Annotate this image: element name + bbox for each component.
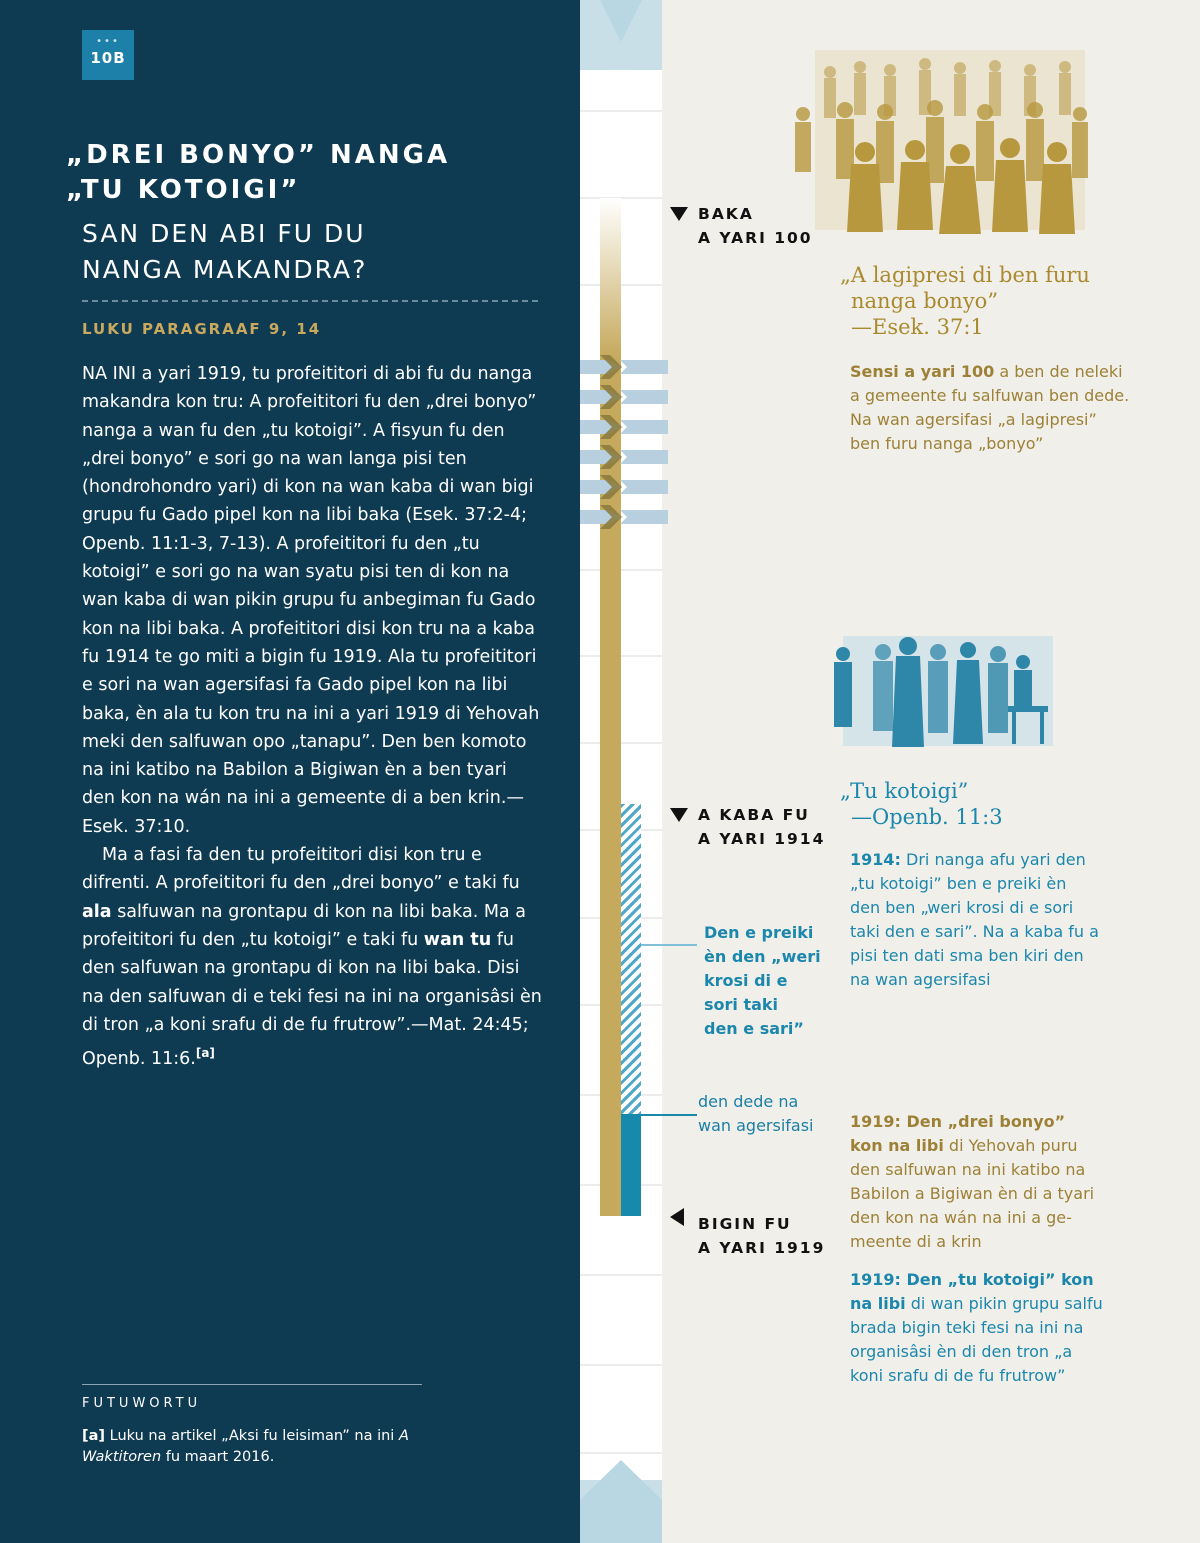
witnesses-illustration [828,632,1058,757]
footnote-marker: [a] [82,1428,106,1444]
timeline-strip-graphics [580,0,662,1543]
footnote-heading: FUTUWORTU [82,1396,202,1411]
timeline-label-line: BIGIN FU [698,1215,792,1233]
title-line-1: „DREI BONYO” NANGA [66,140,451,170]
title-line-2: „TU KOTOIGI” [66,175,301,205]
quote-line: „A lagipresi di ben furu [840,263,1090,287]
bones-quote [840,262,1090,340]
desc-text: di wan pikin grupu salfu brada bigin teki fesi na ini na organisâsi èn di den tron „a koni srafu di de fu frutrow” [850,1294,1103,1385]
quote-line: „Tu kotoigi” [840,779,969,803]
paragraph-reference: LUKU PARAGRAAF 9, 14 [82,320,322,338]
timeline-label-line: A YARI 1914 [698,830,826,848]
desc-bold: 1919: Den „drei bonyo” kon na libi [850,1112,1066,1155]
dashed-divider [82,300,538,302]
desc-bold: 1914: [850,850,901,869]
note-line: sori taki [704,995,779,1014]
page-title [66,138,450,208]
footnote-text [82,1426,442,1468]
witnesses-description [850,848,1100,992]
zigzag-ribbons [580,355,670,530]
witnesses-quote [840,778,1003,830]
subtitle-line-2: NANGA MAKANDRA? [82,255,368,284]
preaching-note [704,921,821,1041]
footnote-divider [82,1384,422,1385]
crowd-illustration [785,42,1105,282]
note-1919-bones [850,1110,1100,1254]
page-subtitle [82,216,367,288]
note-1919-witnesses [850,1268,1110,1388]
page-badge [82,30,134,80]
desc-text: a ben de neleki a gemeente fu salfuwan ben dede. Na wan agersifasi „a lagipresi” ben furu nanga „bonyo” [850,362,1130,453]
footnote-run: fu maart 2016. [161,1449,275,1465]
badge-label: 10B [90,49,126,67]
quote-line: —Openb. 11:3 [851,805,1003,829]
body-text-run: salfuwan na grontapu di kon na libi baka. Ma a profeititori fu den „tu kotoigi” e taki fu [82,901,526,950]
timeline-label-line: A YARI 100 [698,229,813,247]
bones-description [850,360,1130,456]
timeline-label-line: A KABA FU [698,806,810,824]
timeline-label-1919 [698,1212,825,1260]
witnesses-dead-bar [621,1114,641,1216]
article-body [82,360,542,1073]
body-text-run: Ma a fasi fa den tu profeititori disi kon tru e difrenti. A profeititori fu den „drei bonyo” e taki fu [82,845,520,894]
marker-left-icon [670,1208,684,1226]
dead-connector [641,1114,697,1116]
timeline-label-line: A YARI 1919 [698,1239,826,1257]
note-line: Den e preiki [704,923,814,942]
desc-bold: Sensi a yari 100 [850,362,995,381]
dead-note [698,1090,814,1138]
marker-down-icon [670,207,688,221]
body-paragraph-1: NA INI a yari 1919, tu profeititori di abi fu du nanga makandra kon tru: A profeititori fu den „drei bonyo” nanga a wan fu den „tu kotoigi”. A fisyun fu den „drei bonyo” e sori go na wan langa pisi ten (hondrohondro yari) di kon na wan kaba di wan bigi grupu fu Gado pipel kon na libi baka (Esek. 37:2-4; Openb. 11:1-3, 7-13). A profeititori fu den „tu kotoigi” e sori go na wan syatu pisi ten di kon na wan kaba di wan pikin grupu fu anbegiman fu Gado kon na libi baka. A profeititori disi kon tru na a kaba fu 1914 te go miti a bigin fu 1919. Ala tu profeititori e sori na wan agersifasi fa Gado pipel kon na libi baka, èn ala tu kon tru na ini a yari 1919 di Yehovah meki den salfuwan opo „tanapu”. Den ben komoto na ini katibo na Babilon a Bigiwan èn a ben tyari den kon na wán na ini a gemeente di a ben krin.—Esek. 37:10. [82,364,540,837]
witnesses-preaching-bar [621,804,641,1114]
timeline-strip [580,0,662,1543]
body-bold-run: wan tu [423,929,492,950]
note-line: krosi di e [704,971,788,990]
note-line: wan agersifasi [698,1116,814,1135]
body-text-run: fu den salfuwan na grontapu di kon na libi baka. Disi na den salfuwan di e teki fesi na ini na organisâsi èn di tron „a koni srafu di de fu frutrow”.—Mat. 24:45; Openb. 11:6. [82,929,542,1069]
bottom-chevron [580,1460,662,1543]
note-line: den e sari” [704,1019,804,1038]
footnote-publication: A Waktitoren [82,1428,409,1465]
badge-dots: ••• [96,36,120,47]
subtitle-line-1: SAN DEN ABI FU DU [82,219,366,248]
footnote-run: Luku na artikel „Aksi fu leisiman” na ini [105,1428,399,1444]
quote-line: —Esek. 37:1 [851,315,984,339]
quote-line: nanga bonyo” [851,289,999,313]
timeline-label-line: BAKA [698,205,754,223]
footnote-link[interactable]: [a] [195,1046,215,1061]
preach-connector [641,944,697,946]
body-paragraph-2 [82,841,542,1073]
marker-down-icon [670,808,688,822]
body-bold-run: ala [82,901,112,922]
desc-bold: 1919: Den „tu kotoigi” kon na libi [850,1270,1094,1313]
desc-text: Dri nanga afu yari den „tu kotoigi” ben e preiki èn den ben „weri krosi di e sori taki den e sari”. Na a kaba fu a pisi ten dati sma ben kiri den na wan agersifasi [850,850,1099,989]
article-panel [0,0,580,1543]
desc-text: di Yehovah puru den salfuwan na ini katibo na Babilon a Bigiwan èn di a tyari den kon na wán na ini a gemeente di a krin [850,1136,1095,1251]
note-line: den dede na [698,1092,799,1111]
timeline-label-1914 [698,803,825,851]
bones-bar-fade [600,198,621,358]
note-line: èn den „weri [704,947,821,966]
